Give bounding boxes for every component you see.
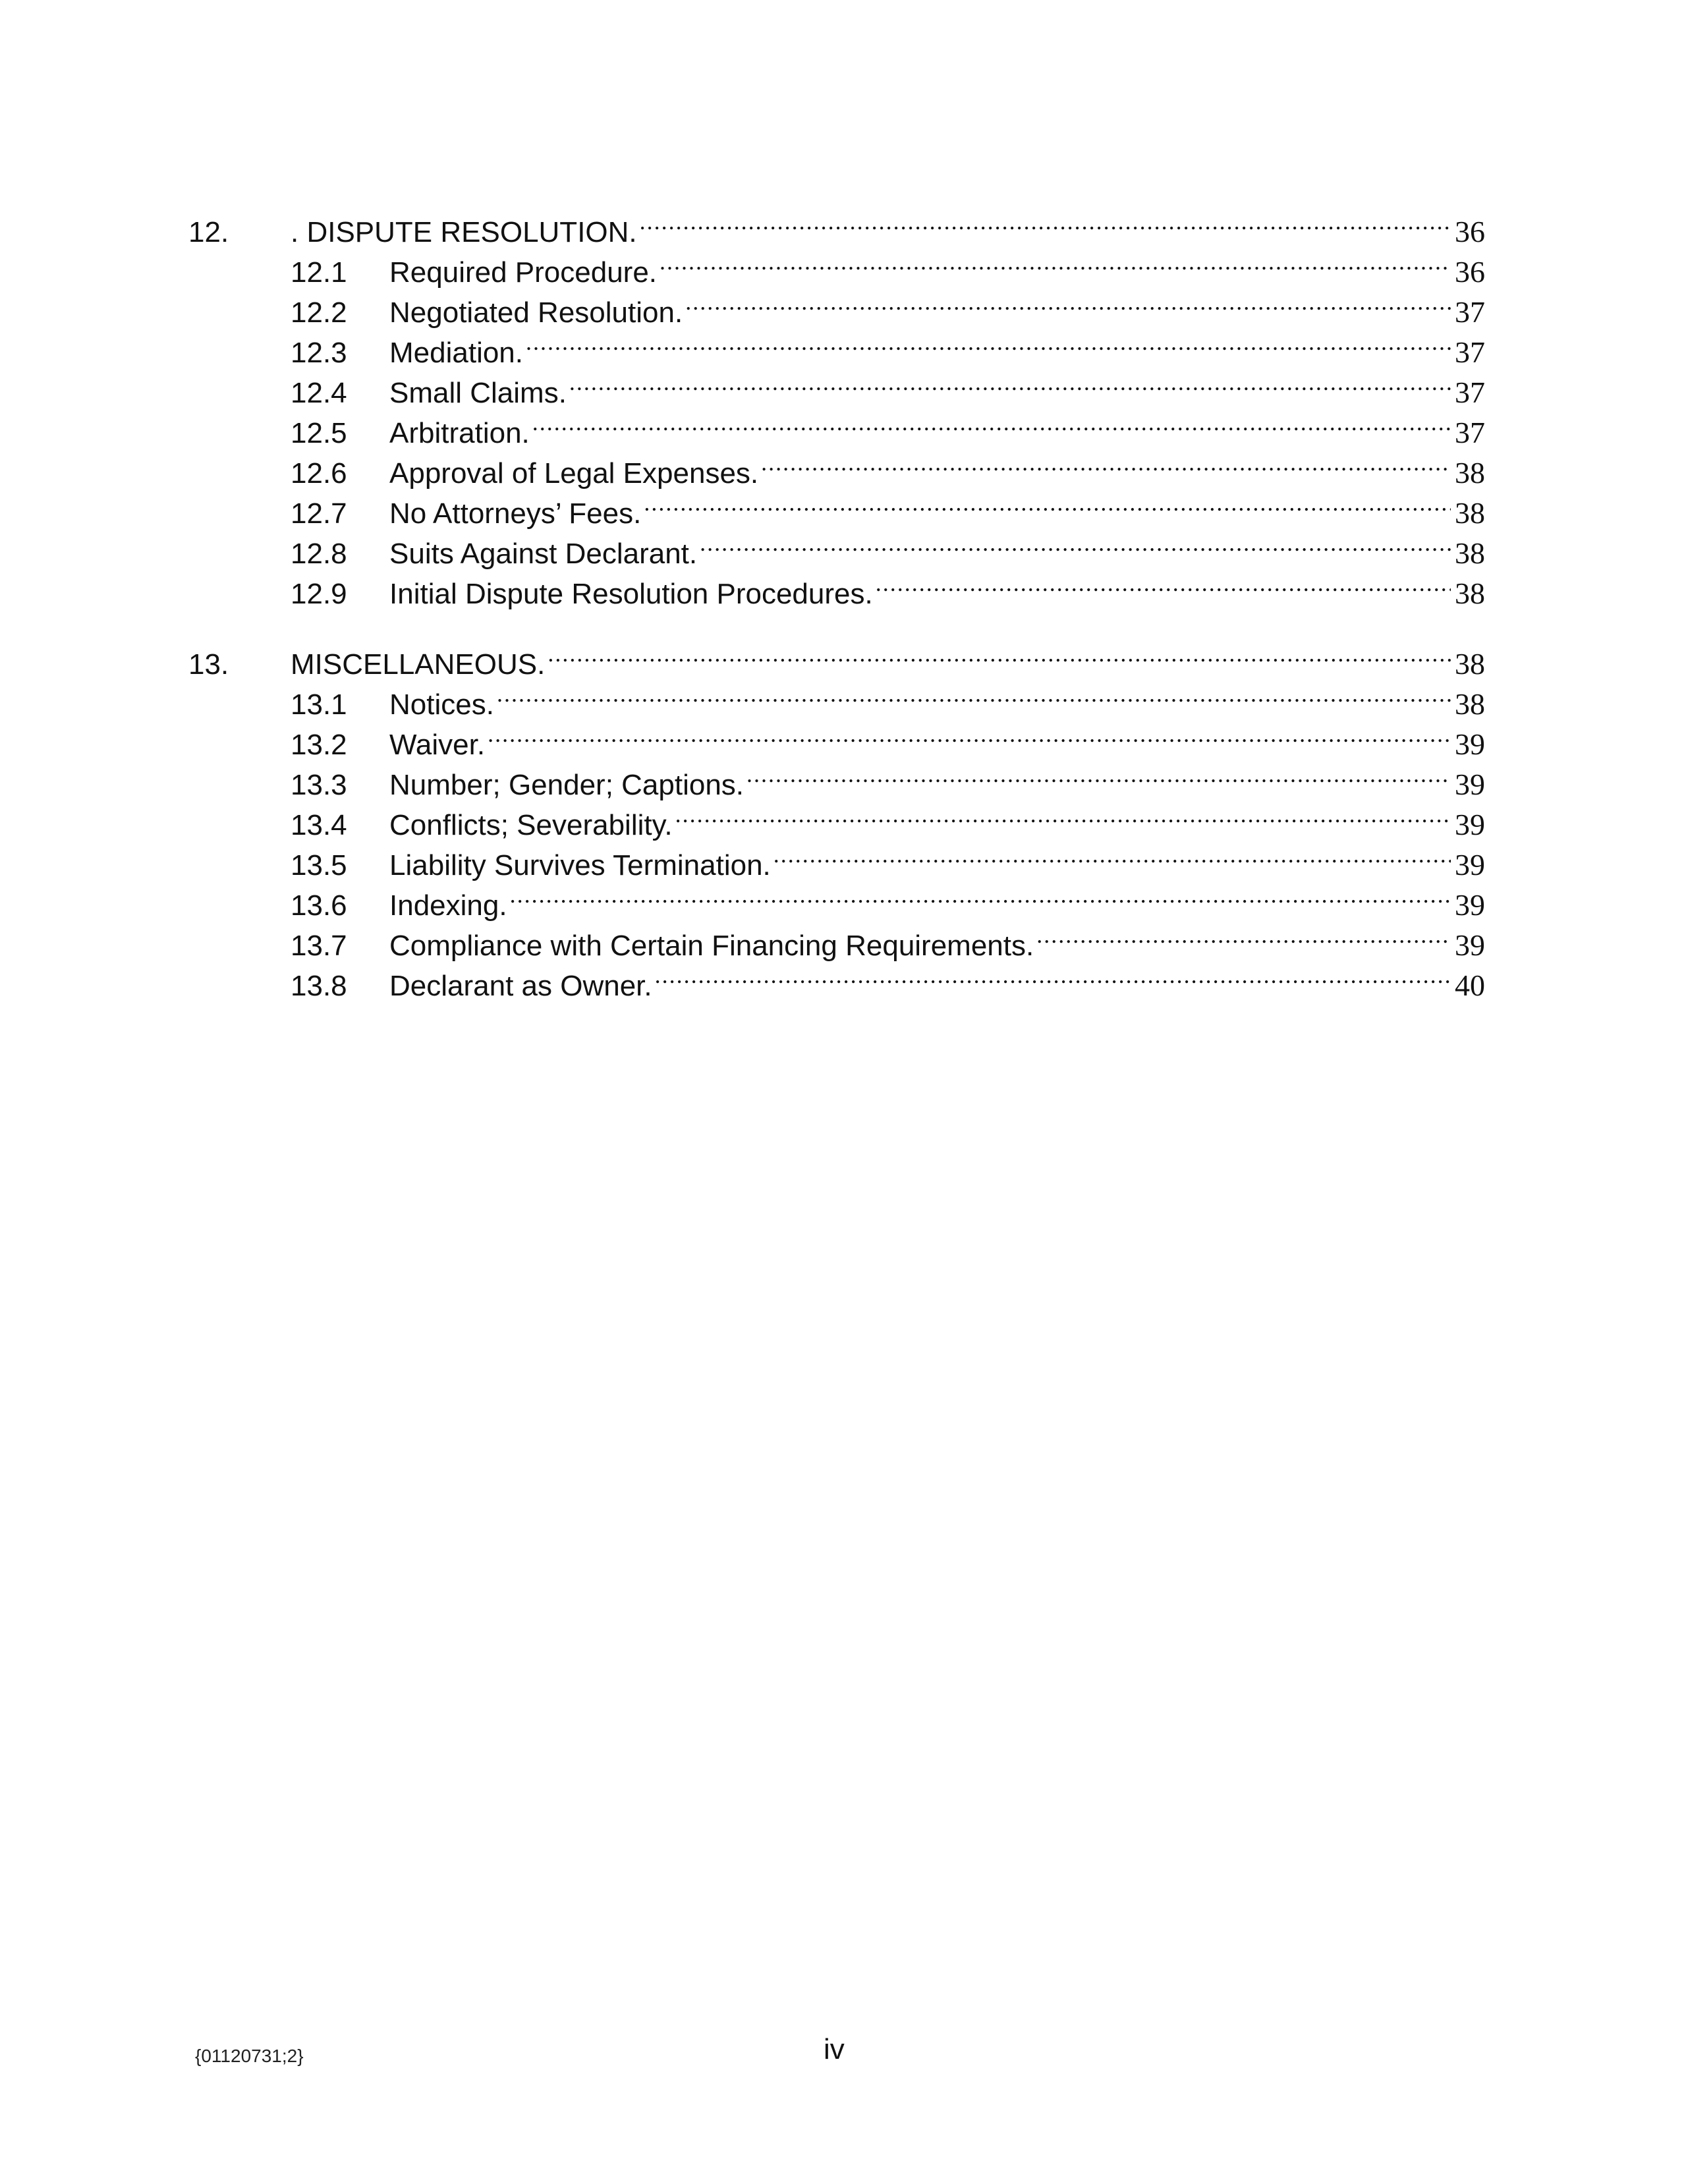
toc-item-title: Compliance with Certain Financing Requirements. (389, 930, 1034, 962)
toc-page-number: 38 (1455, 536, 1485, 570)
dot-leader (532, 403, 1451, 443)
table-of-contents (188, 202, 1485, 1002)
toc-section-row[interactable] (188, 202, 1485, 248)
toc-item-row[interactable] (188, 483, 1485, 530)
toc-section-number: 13. (188, 648, 229, 681)
toc-item-row[interactable] (188, 955, 1485, 1002)
toc-item-number: 12.3 (291, 337, 347, 369)
dot-leader (1036, 915, 1451, 955)
page-number: iv (824, 2033, 845, 2065)
toc-item-number: 12.4 (291, 377, 347, 409)
dot-leader (640, 202, 1451, 242)
toc-item-number: 13.3 (291, 769, 347, 801)
dot-leader (569, 362, 1451, 403)
toc-item-title: Negotiated Resolution. (389, 296, 683, 329)
toc-item-row[interactable] (188, 915, 1485, 962)
toc-item-number: 13.4 (291, 809, 347, 841)
dot-leader (700, 523, 1451, 563)
toc-item-number: 13.5 (291, 849, 347, 882)
toc-item-row[interactable] (188, 322, 1485, 369)
dot-leader (675, 795, 1451, 835)
toc-section-number: 12. (188, 216, 229, 248)
dot-leader (548, 634, 1451, 674)
dot-leader (660, 242, 1451, 282)
toc-page-number: 39 (1455, 727, 1485, 761)
document-id: {01120731;2} (195, 2046, 304, 2066)
toc-item-number: 12.2 (291, 296, 347, 329)
toc-item-number: 13.2 (291, 729, 347, 761)
toc-item-row[interactable] (188, 714, 1485, 761)
toc-item-row[interactable] (188, 875, 1485, 922)
toc-item-row[interactable] (188, 403, 1485, 449)
toc-item-number: 12.7 (291, 497, 347, 530)
toc-section-row[interactable] (188, 634, 1485, 681)
toc-page-number: 37 (1455, 416, 1485, 449)
toc-item-number: 12.6 (291, 457, 347, 490)
toc-page-number: 39 (1455, 848, 1485, 882)
toc-item-row[interactable] (188, 443, 1485, 490)
toc-item-row[interactable] (188, 674, 1485, 721)
dot-leader (876, 563, 1451, 603)
toc-item-number: 12.9 (291, 578, 347, 610)
toc-page-number: 40 (1455, 968, 1485, 1002)
toc-page-number: 38 (1455, 496, 1485, 530)
toc-item-title: Initial Dispute Resolution Procedures. (389, 578, 873, 610)
toc-item-title: Small Claims. (389, 377, 567, 409)
toc-item-row[interactable] (188, 563, 1485, 610)
toc-page-number: 39 (1455, 808, 1485, 841)
toc-page-number: 37 (1455, 376, 1485, 409)
toc-item-title: Suits Against Declarant. (389, 538, 698, 570)
dot-leader (746, 754, 1451, 795)
dot-leader (510, 875, 1451, 915)
toc-item-row[interactable] (188, 523, 1485, 570)
toc-item-title: No Attorneys’ Fees. (389, 497, 642, 530)
toc-item-title: Arbitration. (389, 417, 530, 449)
toc-item-row[interactable] (188, 795, 1485, 841)
toc-item-title: Notices. (389, 688, 494, 721)
toc-page-number: 37 (1455, 295, 1485, 329)
toc-item-row[interactable] (188, 282, 1485, 329)
toc-item-title: Approval of Legal Expenses. (389, 457, 759, 490)
toc-item-title: Mediation. (389, 337, 524, 369)
toc-page-number: 36 (1455, 215, 1485, 248)
toc-section-title: . DISPUTE RESOLUTION. (291, 216, 637, 248)
toc-item-title: Indexing. (389, 889, 507, 922)
toc-page-number: 38 (1455, 576, 1485, 610)
dot-leader (526, 322, 1451, 362)
toc-item-row[interactable] (188, 754, 1485, 801)
dot-leader (488, 714, 1451, 754)
dot-leader (761, 443, 1451, 483)
toc-page-number: 37 (1455, 335, 1485, 369)
dot-leader (644, 483, 1451, 523)
toc-item-row[interactable] (188, 362, 1485, 409)
toc-item-row[interactable] (188, 242, 1485, 289)
toc-section-title: MISCELLANEOUS. (291, 648, 546, 681)
toc-page-number: 38 (1455, 647, 1485, 681)
toc-item-number: 12.8 (291, 538, 347, 570)
toc-item-title: Waiver. (389, 729, 486, 761)
toc-item-title: Number; Gender; Captions. (389, 769, 745, 801)
toc-page-number: 39 (1455, 888, 1485, 922)
dot-leader (773, 835, 1451, 875)
toc-item-number: 13.7 (291, 930, 347, 962)
toc-page-number: 39 (1455, 768, 1485, 801)
dot-leader (497, 674, 1451, 714)
toc-page-number: 38 (1455, 456, 1485, 490)
toc-item-number: 12.5 (291, 417, 347, 449)
toc-page-number: 39 (1455, 928, 1485, 962)
toc-item-number: 13.8 (291, 970, 347, 1002)
toc-item-number: 12.1 (291, 256, 347, 289)
toc-item-title: Declarant as Owner. (389, 970, 652, 1002)
toc-item-title: Required Procedure. (389, 256, 658, 289)
toc-item-number: 13.1 (291, 688, 347, 721)
dot-leader (655, 955, 1451, 995)
toc-page-number: 38 (1455, 687, 1485, 721)
toc-item-title: Conflicts; Severability. (389, 809, 673, 841)
toc-page-number: 36 (1455, 255, 1485, 289)
dot-leader (685, 282, 1451, 322)
toc-item-title: Liability Survives Termination. (389, 849, 771, 882)
toc-item-number: 13.6 (291, 889, 347, 922)
toc-item-row[interactable] (188, 835, 1485, 882)
